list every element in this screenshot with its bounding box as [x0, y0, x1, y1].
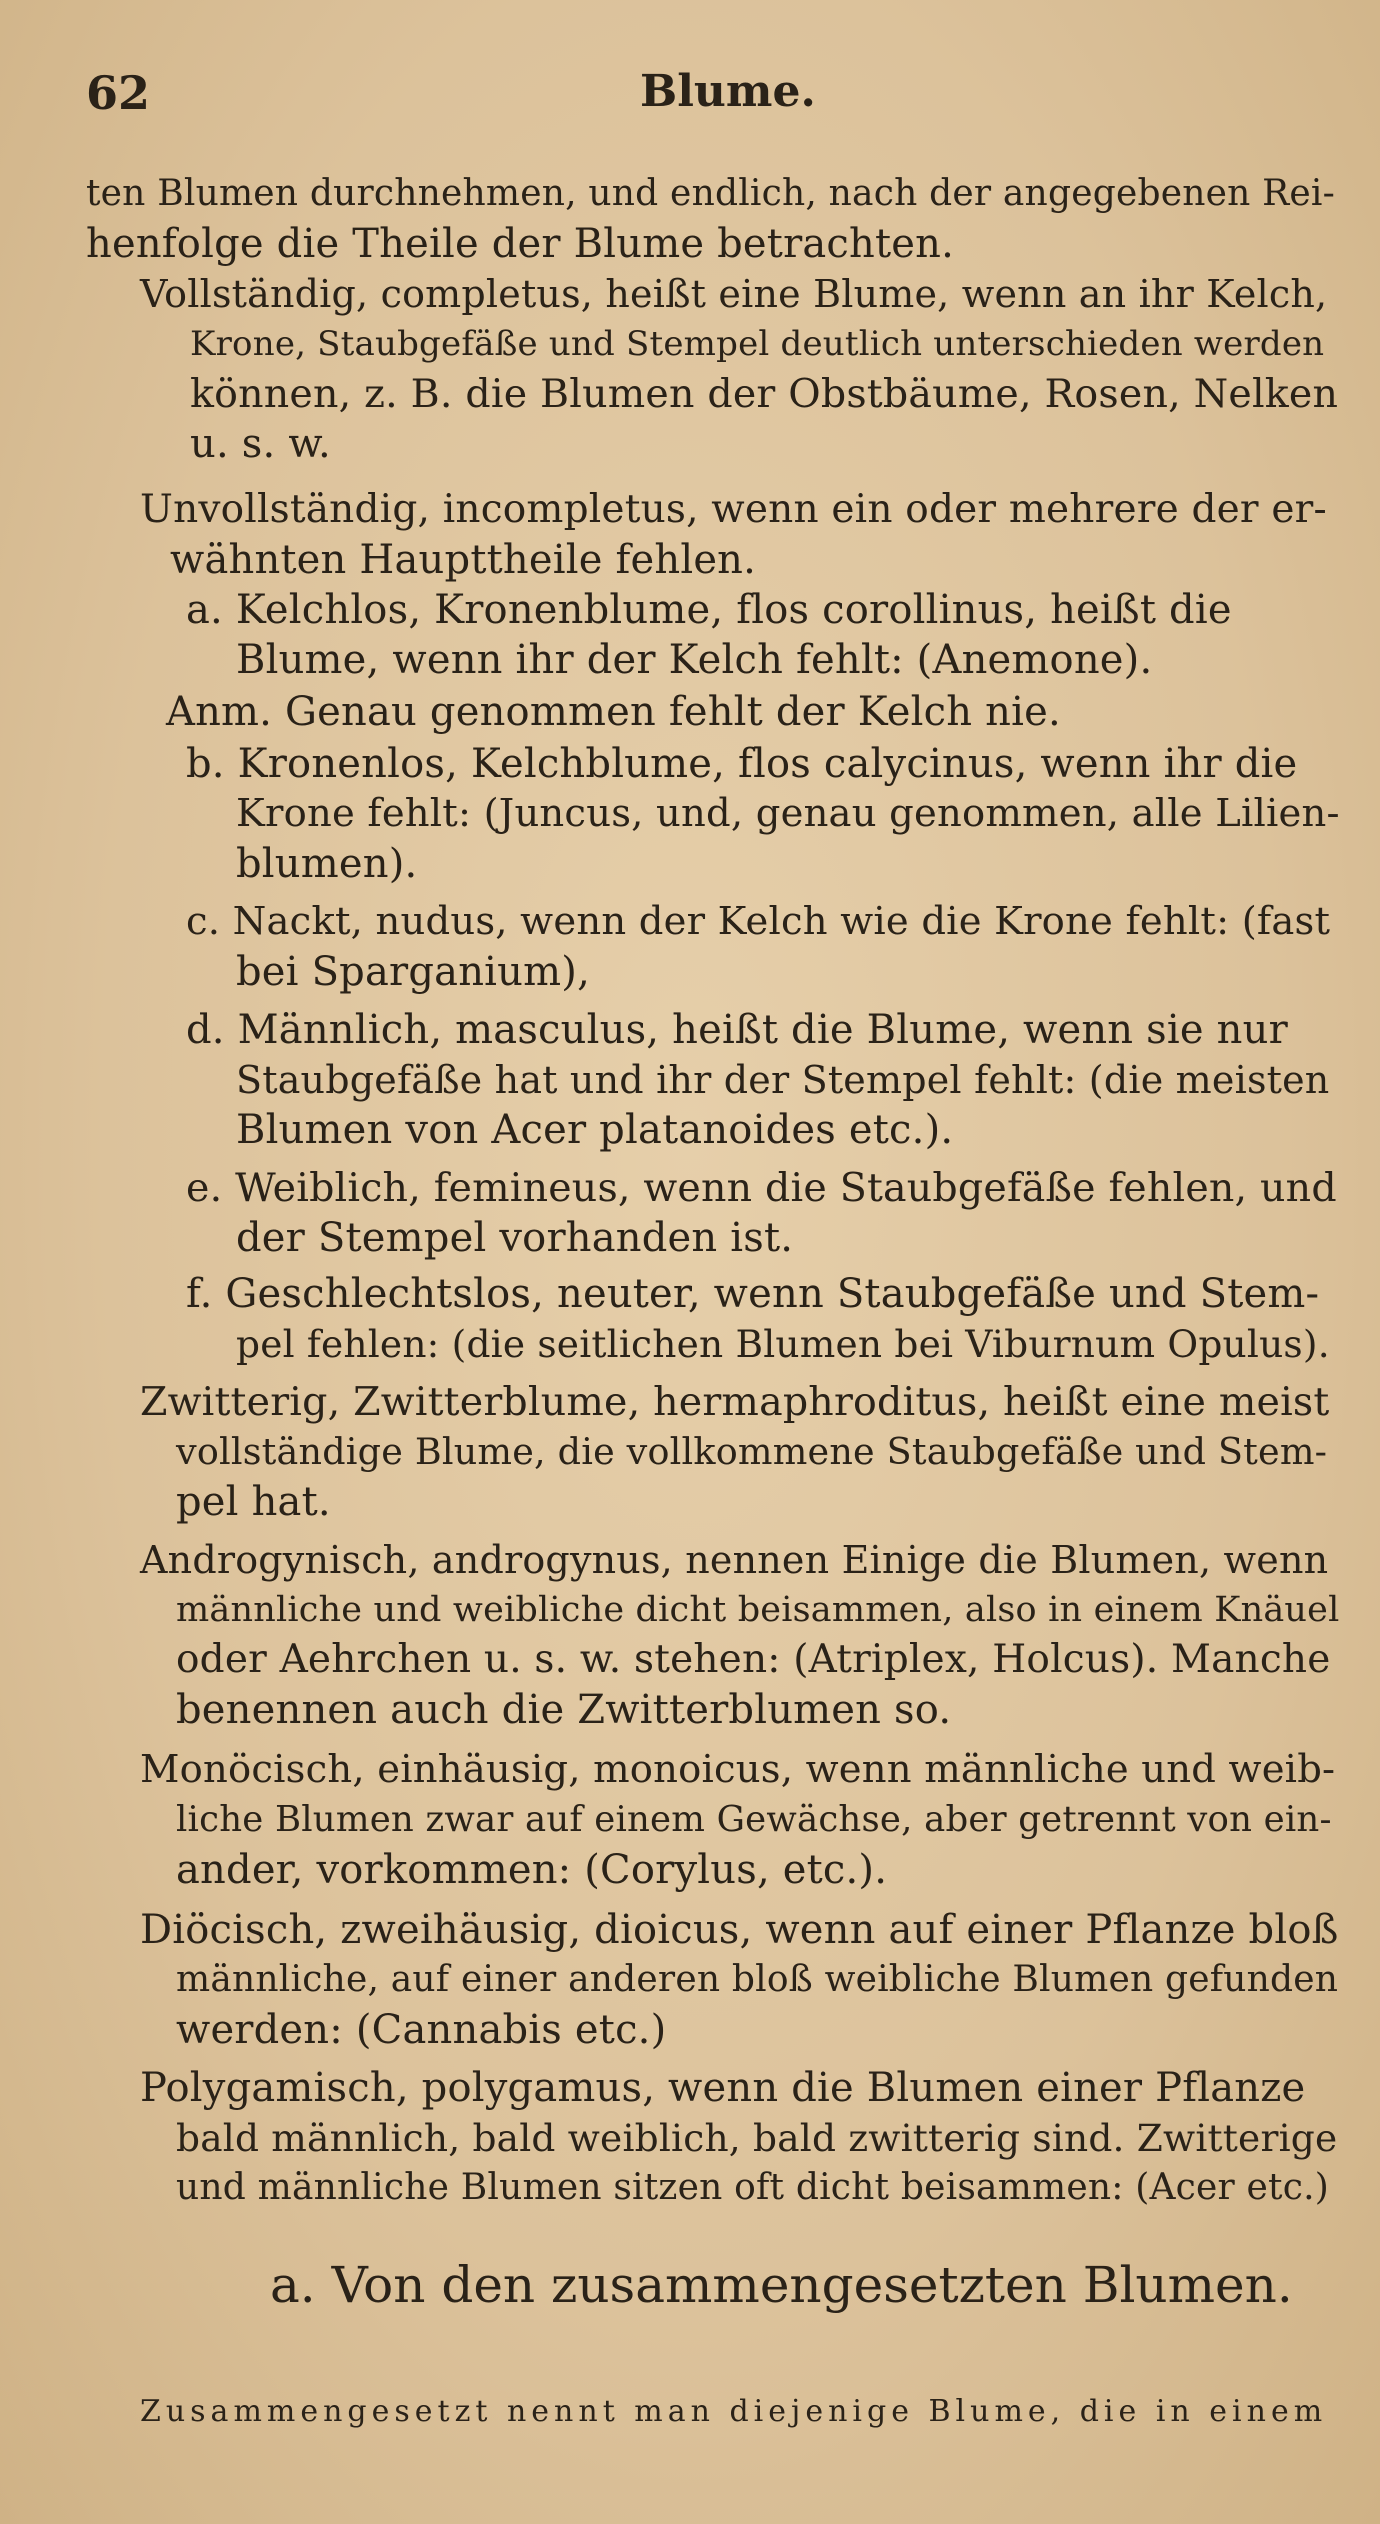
text-line: d. Männlich, masculus, heißt die Blume, wenn sie nur: [186, 1007, 1288, 1053]
text-line: henfolge die Theile der Blume betrachten.: [86, 221, 955, 267]
text-line: Vollständig, completus, heißt eine Blume, wenn an ihr Kelch,: [140, 272, 1328, 316]
text-line: Diöcisch, zweihäusig, dioicus, wenn auf einer Pflanze bloß: [140, 1907, 1339, 1953]
text-line: Staubgefäße hat und ihr der Stempel fehlt: (die meisten: [236, 1058, 1330, 1102]
text-line: vollständige Blume, die vollkommene Staubgefäße und Stem-: [176, 1430, 1328, 1473]
text-line: pel fehlen: (die seitlichen Blumen bei Viburnum Opulus).: [236, 1322, 1330, 1366]
text-line: blumen).: [236, 841, 418, 887]
text-line: männliche, auf einer anderen bloß weibliche Blumen gefunden: [176, 1959, 1339, 2000]
text-line: männliche und weibliche dicht beisammen, also in einem Knäuel: [176, 1590, 1340, 1630]
text-line: werden: (Cannabis etc.): [176, 2007, 667, 2053]
text-line: benennen auch die Zwitterblumen so.: [176, 1687, 952, 1733]
text-line: Anm. Genau genommen fehlt der Kelch nie.: [166, 689, 1061, 735]
text-line: Monöcisch, einhäusig, monoicus, wenn männliche und weib-: [140, 1747, 1336, 1792]
text-line: Unvollständig, incompletus, wenn ein oder mehrere der er-: [140, 487, 1327, 532]
text-line: c. Nackt, nudus, wenn der Kelch wie die Krone fehlt: (fast: [186, 899, 1331, 944]
text-line: Blume, wenn ihr der Kelch fehlt: (Anemone).: [236, 637, 1153, 683]
text-line: können, z. B. die Blumen der Obstbäume, Rosen, Nelken: [190, 371, 1339, 417]
text-line: oder Aehrchen u. s. w. stehen: (Atriplex, Holcus). Manche: [176, 1637, 1331, 1682]
text-line: Krone fehlt: (Juncus, und, genau genommen, alle Lilien-: [236, 791, 1340, 836]
text-line: e. Weiblich, femineus, wenn die Staubgefäße fehlen, und: [186, 1165, 1337, 1211]
section-heading: a. Von den zusammengesetzten Blumen.: [270, 2256, 1293, 2314]
text-line: b. Kronenlos, Kelchblume, flos calycinus, wenn ihr die: [186, 741, 1298, 787]
text-line: wähnten Haupttheile fehlen.: [170, 537, 757, 583]
text-line: ander, vorkommen: (Corylus, etc.).: [176, 1847, 888, 1893]
text-line: bald männlich, bald weiblich, bald zwitterig sind. Zwitterige: [176, 2116, 1338, 2160]
text-line: Zwitterig, Zwitterblume, hermaphroditus, heißt eine meist: [140, 1379, 1330, 1425]
text-line: Krone, Staubgefäße und Stempel deutlich unterschieden werden: [190, 324, 1325, 364]
text-line: a. Kelchlos, Kronenblume, flos corollinus, heißt die: [186, 587, 1232, 633]
text-line: pel hat.: [176, 1479, 331, 1525]
text-line: Zusammengesetzt nennt man diejenige Blume, die in einem: [140, 2394, 1328, 2429]
text-line: Blumen von Acer platanoides etc.).: [236, 1107, 954, 1153]
running-title: Blume.: [640, 66, 816, 117]
text-line: liche Blumen zwar auf einem Gewächse, aber getrennt von ein-: [176, 1799, 1332, 1840]
text-line: der Stempel vorhanden ist.: [236, 1215, 794, 1261]
page-number: 62: [86, 66, 151, 120]
text-line: f. Geschlechtslos, neuter, wenn Staubgefäße und Stem-: [186, 1271, 1320, 1317]
text-line: ten Blumen durchnehmen, und endlich, nach der angegebenen Rei-: [86, 173, 1336, 214]
text-line: u. s. w.: [190, 421, 331, 467]
text-line: Androgynisch, androgynus, nennen Einige die Blumen, wenn: [140, 1538, 1329, 1582]
text-line: Polygamisch, polygamus, wenn die Blumen einer Pflanze: [140, 2065, 1306, 2111]
text-line: und männliche Blumen sitzen oft dicht beisammen: (Acer etc.): [176, 2167, 1329, 2208]
text-line: bei Sparganium),: [236, 949, 590, 995]
